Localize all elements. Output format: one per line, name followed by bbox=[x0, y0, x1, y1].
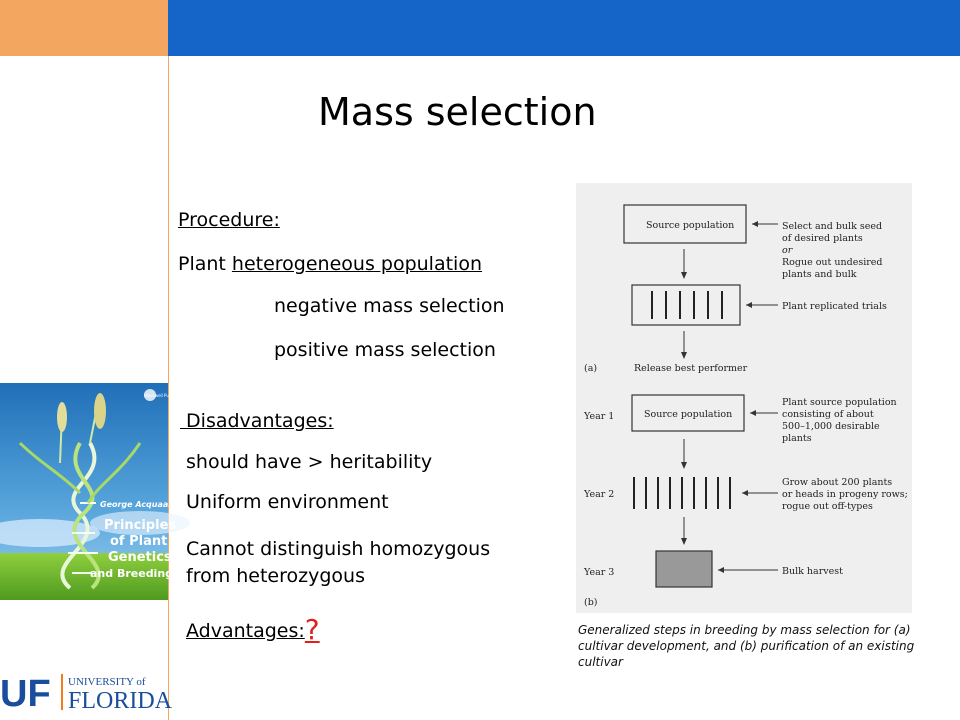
note-b1-line3: 500–1,000 desirable bbox=[782, 421, 880, 432]
note-a1-line3: or bbox=[782, 245, 793, 256]
book-title-line-3: Genetics bbox=[108, 550, 172, 565]
year-2-label: Year 2 bbox=[584, 489, 615, 500]
note-b1-line1: Plant source population bbox=[782, 397, 897, 408]
replicated-trials-box bbox=[632, 285, 740, 325]
note-a2: Plant replicated trials bbox=[782, 301, 887, 312]
procedure-item-negative: negative mass selection bbox=[274, 295, 505, 317]
disadvantage-homozygous: Cannot distinguish homozygous bbox=[186, 538, 491, 560]
book-publisher: Blackwell Publishing bbox=[144, 393, 185, 398]
corner-accent bbox=[0, 0, 168, 56]
source-population-label-b: Source population bbox=[644, 409, 733, 420]
part-a-label: (a) bbox=[584, 363, 598, 374]
book-cover bbox=[0, 383, 185, 600]
uf-university-of: UNIVERSITY of bbox=[68, 676, 146, 688]
advantages-question-mark: ? bbox=[304, 613, 320, 646]
procedure-line-underlined: heterogeneous population bbox=[231, 253, 483, 275]
procedure-item-positive: positive mass selection bbox=[274, 339, 496, 361]
note-b3: Bulk harvest bbox=[782, 566, 843, 577]
university-logo bbox=[0, 672, 173, 715]
book-title-line-2: of Plant bbox=[110, 534, 168, 549]
bulk-harvest-box bbox=[656, 551, 712, 587]
part-b-label: (b) bbox=[584, 597, 598, 608]
disadvantage-environment: Uniform environment bbox=[186, 491, 389, 513]
procedure-heading: Procedure: bbox=[178, 209, 280, 231]
release-best-performer: Release best performer bbox=[634, 363, 748, 374]
disadvantage-heterozygous: from heterozygous bbox=[186, 565, 365, 587]
disadvantage-heritability: should have > heritability bbox=[186, 451, 433, 473]
note-b2-line2: or heads in progeny rows; bbox=[782, 489, 908, 500]
procedure-line bbox=[178, 252, 482, 276]
note-b2-line3: rogue out off-types bbox=[782, 501, 873, 512]
mass-selection-figure bbox=[576, 183, 912, 613]
book-author: George Acquaah bbox=[100, 500, 174, 509]
uf-florida: FLORIDA bbox=[68, 688, 173, 714]
note-a1-line4: Rogue out undesired bbox=[782, 257, 883, 268]
advantages-label: Advantages: bbox=[186, 620, 305, 642]
procedure-line-prefix: Plant bbox=[178, 253, 232, 275]
top-banner bbox=[168, 0, 960, 56]
note-a1-line1: Select and bulk seed bbox=[782, 221, 883, 232]
slide-title: Mass selection bbox=[318, 90, 597, 134]
left-divider bbox=[168, 56, 169, 720]
year-3-label: Year 3 bbox=[584, 567, 615, 578]
note-b1-line4: plants bbox=[782, 433, 812, 444]
year-1-label: Year 1 bbox=[584, 411, 615, 422]
uf-monogram: UF bbox=[0, 673, 51, 715]
note-b2-line1: Grow about 200 plants bbox=[782, 477, 893, 488]
note-a1-line5: plants and bulk bbox=[782, 269, 857, 280]
note-a1-line2: of desired plants bbox=[782, 233, 863, 244]
advantages-line bbox=[186, 613, 320, 646]
disadvantages-heading: Disadvantages: bbox=[180, 410, 334, 432]
figure-caption: Generalized steps in breeding by mass selection for (a) cultivar development, and (b) purification of an existing cultivar bbox=[578, 623, 915, 669]
book-title-line-1: Principles bbox=[104, 518, 177, 533]
source-population-label-a: Source population bbox=[646, 220, 735, 231]
book-title-line-4: and Breeding bbox=[90, 567, 174, 580]
note-b1-line2: consisting of about bbox=[782, 409, 874, 420]
